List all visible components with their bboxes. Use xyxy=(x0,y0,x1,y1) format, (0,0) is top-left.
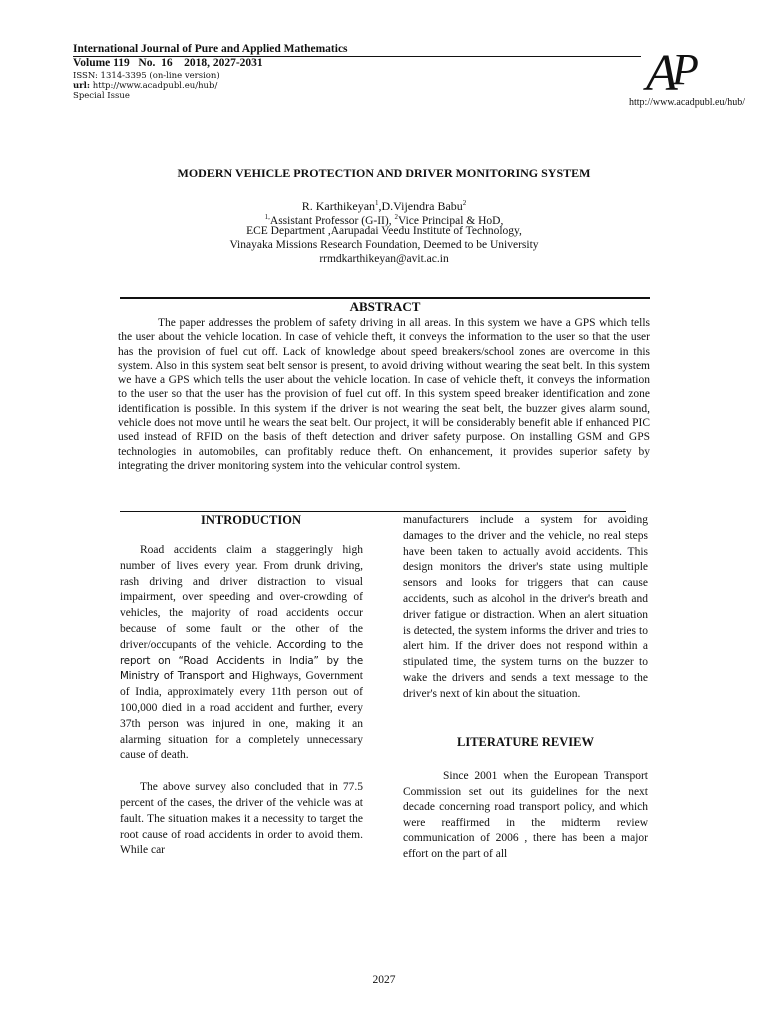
aff-role-2: Vice Principal & HoD, xyxy=(397,214,504,227)
header-rule xyxy=(73,56,641,57)
url-value: http://www.acadpubl.eu/hub/ xyxy=(90,81,218,91)
special-issue: Special Issue xyxy=(73,91,130,101)
url-line xyxy=(73,81,217,91)
email: rrmdkarthikeyan@avit.ac.in xyxy=(319,253,449,265)
url-label: url: xyxy=(73,81,91,91)
journal-name: International Journal of Pure and Applied Mathematics xyxy=(73,43,348,55)
abstract-text: The paper addresses the problem of safety driving in all areas. In this system we have a GPS which tells the user about the vehicle location. In case of vehicle theft, it conveys the information to the user so that the user has the provision of fuel cut off. Lack of knowledge about speed breakers/school zones are overcome in this system. Also in this system seat belt sensor is present, to avoid driving without wearing the seat belt. In this system we have a GPS which tells the user about the vehicle location. In case of vehicle theft, it conveys the information to the user so that the user has the provision of fuel cut off. In this system speed breaker identification and zone identification is possible. In this system if the driver is not wearing the seat belt, the buzzer gives alarm sound, vehicle does not move until he wears the seat belt. Our project, it will be considerably benefit able if enhanced PIC used instead of RFID on the basis of theft detection and driver safety purpose. On installing GSM and GPS technologies in automobiles, can profitably reduce theft. On enhancement, it provides superior safety by integrating the driver monitoring system into the vehicular control system. xyxy=(118,317,650,472)
author-1-sup: 1 xyxy=(375,199,379,207)
author-2: ,D.Vijendra Babu xyxy=(378,199,463,213)
author-2-sup: 2 xyxy=(462,199,467,207)
literature-review-heading: LITERATURE REVIEW xyxy=(457,735,594,749)
literature-column xyxy=(403,769,648,863)
right-column xyxy=(403,513,648,703)
volume-line: Volume 119 No. 16 2018, 2027-2031 xyxy=(73,57,263,69)
aff-sup-2: 2 xyxy=(394,213,398,221)
literature-paragraph-1: Since 2001 when the European Transport Commission set out its guidelines for the next decade concerning road transport policy, and which were reaffirmed in the midterm review communication of 2006 , there has been a major effort on the part of all xyxy=(403,770,648,860)
introduction-heading: INTRODUCTION xyxy=(200,513,301,527)
logo-letter-a: A xyxy=(646,45,678,100)
hub-url: http://www.acadpubl.eu/hub/ xyxy=(629,97,745,108)
page-number: 2027 xyxy=(372,974,396,986)
journal-logo xyxy=(642,40,712,100)
intro-p1-start: Road accidents claim a staggeringly high number of lives every year. From drunk driving, rash driving and driver distraction to visual impairment, over speeding and over-crowding of vehicles, the majority of road accidents occur because of some fault or the other of the driver/occupants of the vehicle. xyxy=(120,544,363,651)
intro-paragraph-2: The above survey also concluded that in 77.5 percent of the cases, the driver of the vehicle was at fault. The situation makes it a necessity to target the root cause of road accidents in order to avoid them. While car xyxy=(120,781,363,857)
abstract-heading: ABSTRACT xyxy=(349,299,421,314)
aff-sup-1: 1, xyxy=(264,213,270,221)
intro-column xyxy=(120,543,363,859)
logo-letter-p: P xyxy=(672,45,699,94)
aff-role-1: Assistant Professor (G-II), xyxy=(269,214,395,227)
author-1: R. Karthikeyan xyxy=(301,199,376,213)
intro-p1-end: Highways, Government of India, approximately every 11th person out of 100,000 died in a road accident and further, every 37th person was injured in one, making it an alarming situation for a completely unnecessary cause of death. xyxy=(120,670,363,762)
abstract-bottom-rule xyxy=(120,511,626,512)
intro-p1-report: According to the report on “Road Accidents in India” by the Ministry of Transport and xyxy=(120,638,363,683)
paper-title: MODERN VEHICLE PROTECTION AND DRIVER MONITORING SYSTEM xyxy=(177,166,591,180)
university: Vinayaka Missions Research Foundation, Deemed to be University xyxy=(229,239,539,251)
intro-paragraph-1 xyxy=(120,543,363,764)
issn-line: ISSN: 1314-3395 (on-line version) xyxy=(73,71,220,81)
right-paragraph-1: manufacturers include a system for avoiding damages to the driver and the vehicle, no real steps have been taken to actually avoid accidents. This design monitors the driver's state using multiple sensors and looks for triggers that can cause accidents, such as alcohol in the driver's breath and driver fatigue or distraction. When an alert situation is detected, the system informs the driver and tries to alert him. If the driver does not respond within a stipulated time, the system turns on the buzzer to wake the drivers and sends a text message to the driver's next of kin about the situation. xyxy=(403,514,648,700)
department: ECE Department ,Aarupadai Veedu Institute of Technology, xyxy=(246,225,522,237)
